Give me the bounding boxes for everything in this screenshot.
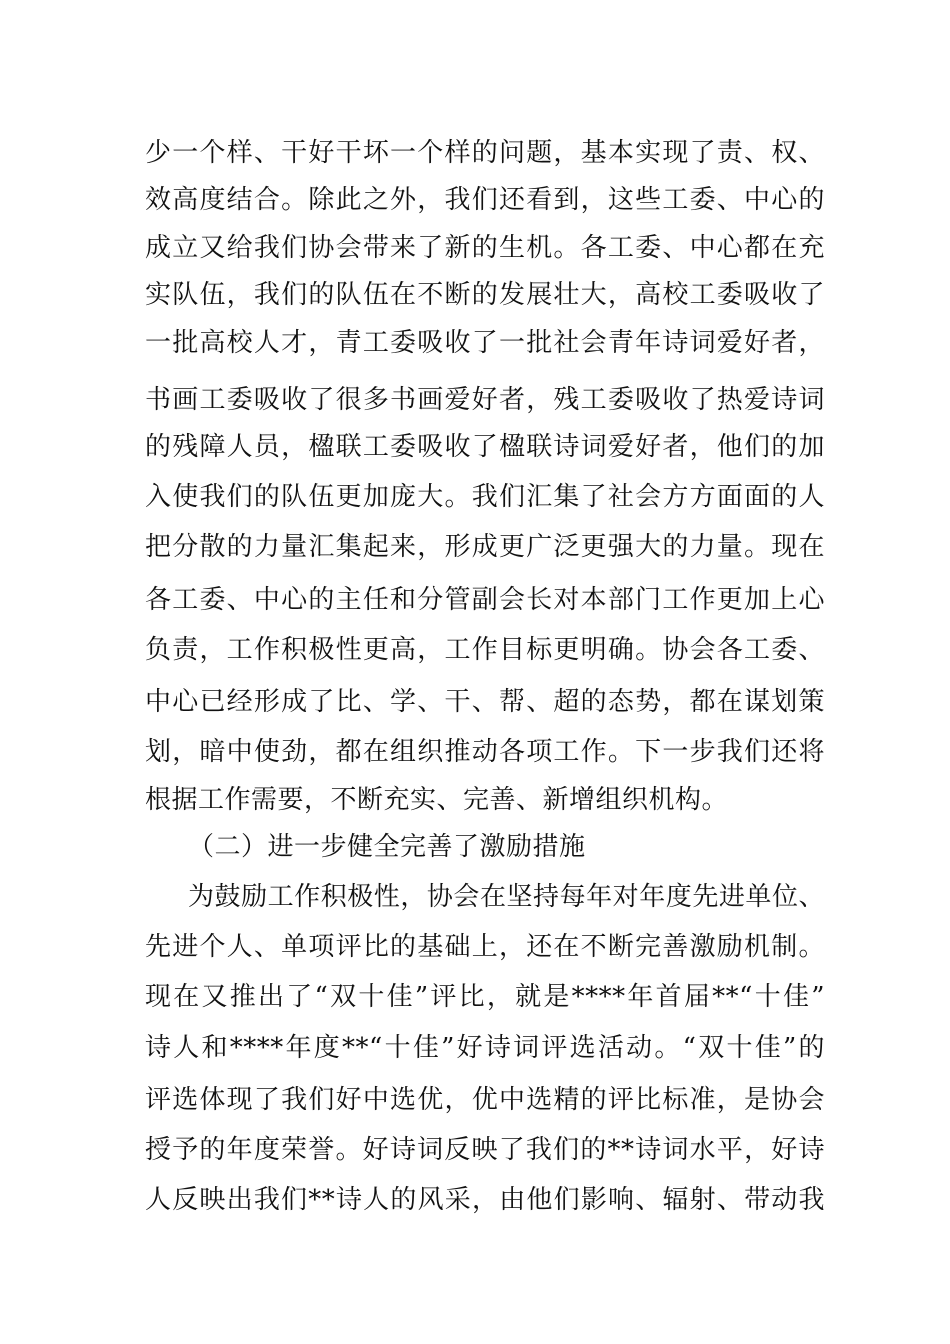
paragraph-line: 现在又推出了“双十佳”评比，就是****年首届**“十佳” [145, 982, 825, 1012]
paragraph-line: 为鼓励工作积极性，协会在坚持每年对年度先进单位、 [188, 882, 825, 912]
paragraph-line: 成立又给我们协会带来了新的生机。各工委、中心都在充 [145, 233, 825, 263]
paragraph-line: 各工委、中心的主任和分管副会长对本部门工作更加上心 [145, 585, 825, 615]
paragraph-line: 根据工作需要，不断充实、完善、新增组织机构。 [145, 785, 729, 815]
section-heading: （二）进一步健全完善了激励措施 [188, 832, 586, 862]
paragraph-line: 把分散的力量汇集起来，形成更广泛更强大的力量。现在 [145, 532, 825, 562]
paragraph-line: 入使我们的队伍更加庞大。我们汇集了社会方方面面的人 [145, 482, 825, 512]
paragraph-line: 授予的年度荣誉。好诗词反映了我们的**诗词水平，好诗 [145, 1135, 825, 1165]
paragraph-line: 效高度结合。除此之外，我们还看到，这些工委、中心的 [145, 185, 825, 215]
paragraph-line: 人反映出我们**诗人的风采，由他们影响、辐射、带动我 [145, 1185, 825, 1215]
paragraph-line: 实队伍，我们的队伍在不断的发展壮大，高校工委吸收了 [145, 280, 825, 310]
paragraph-line: 诗人和****年度**“十佳”好诗词评选活动。“双十佳”的 [145, 1033, 825, 1063]
paragraph-line: 评选体现了我们好中选优，优中选精的评比标准，是协会 [145, 1085, 825, 1115]
paragraph-line: 少一个样、干好干坏一个样的问题，基本实现了责、权、 [145, 138, 825, 168]
paragraph-line: 先进个人、单项评比的基础上，还在不断完善激励机制。 [145, 932, 825, 962]
paragraph-line: 负责，工作积极性更高，工作目标更明确。协会各工委、 [145, 635, 825, 665]
paragraph-line: 划，暗中使劲，都在组织推动各项工作。下一步我们还将 [145, 737, 825, 767]
paragraph-line: 一批高校人才，青工委吸收了一批社会青年诗词爱好者， [145, 328, 825, 358]
paragraph-line: 书画工委吸收了很多书画爱好者，残工委吸收了热爱诗词 [145, 385, 825, 415]
paragraph-line: 的残障人员，楹联工委吸收了楹联诗词爱好者，他们的加 [145, 432, 825, 462]
paragraph-line: 中心已经形成了比、学、干、帮、超的态势，都在谋划策 [145, 687, 825, 717]
